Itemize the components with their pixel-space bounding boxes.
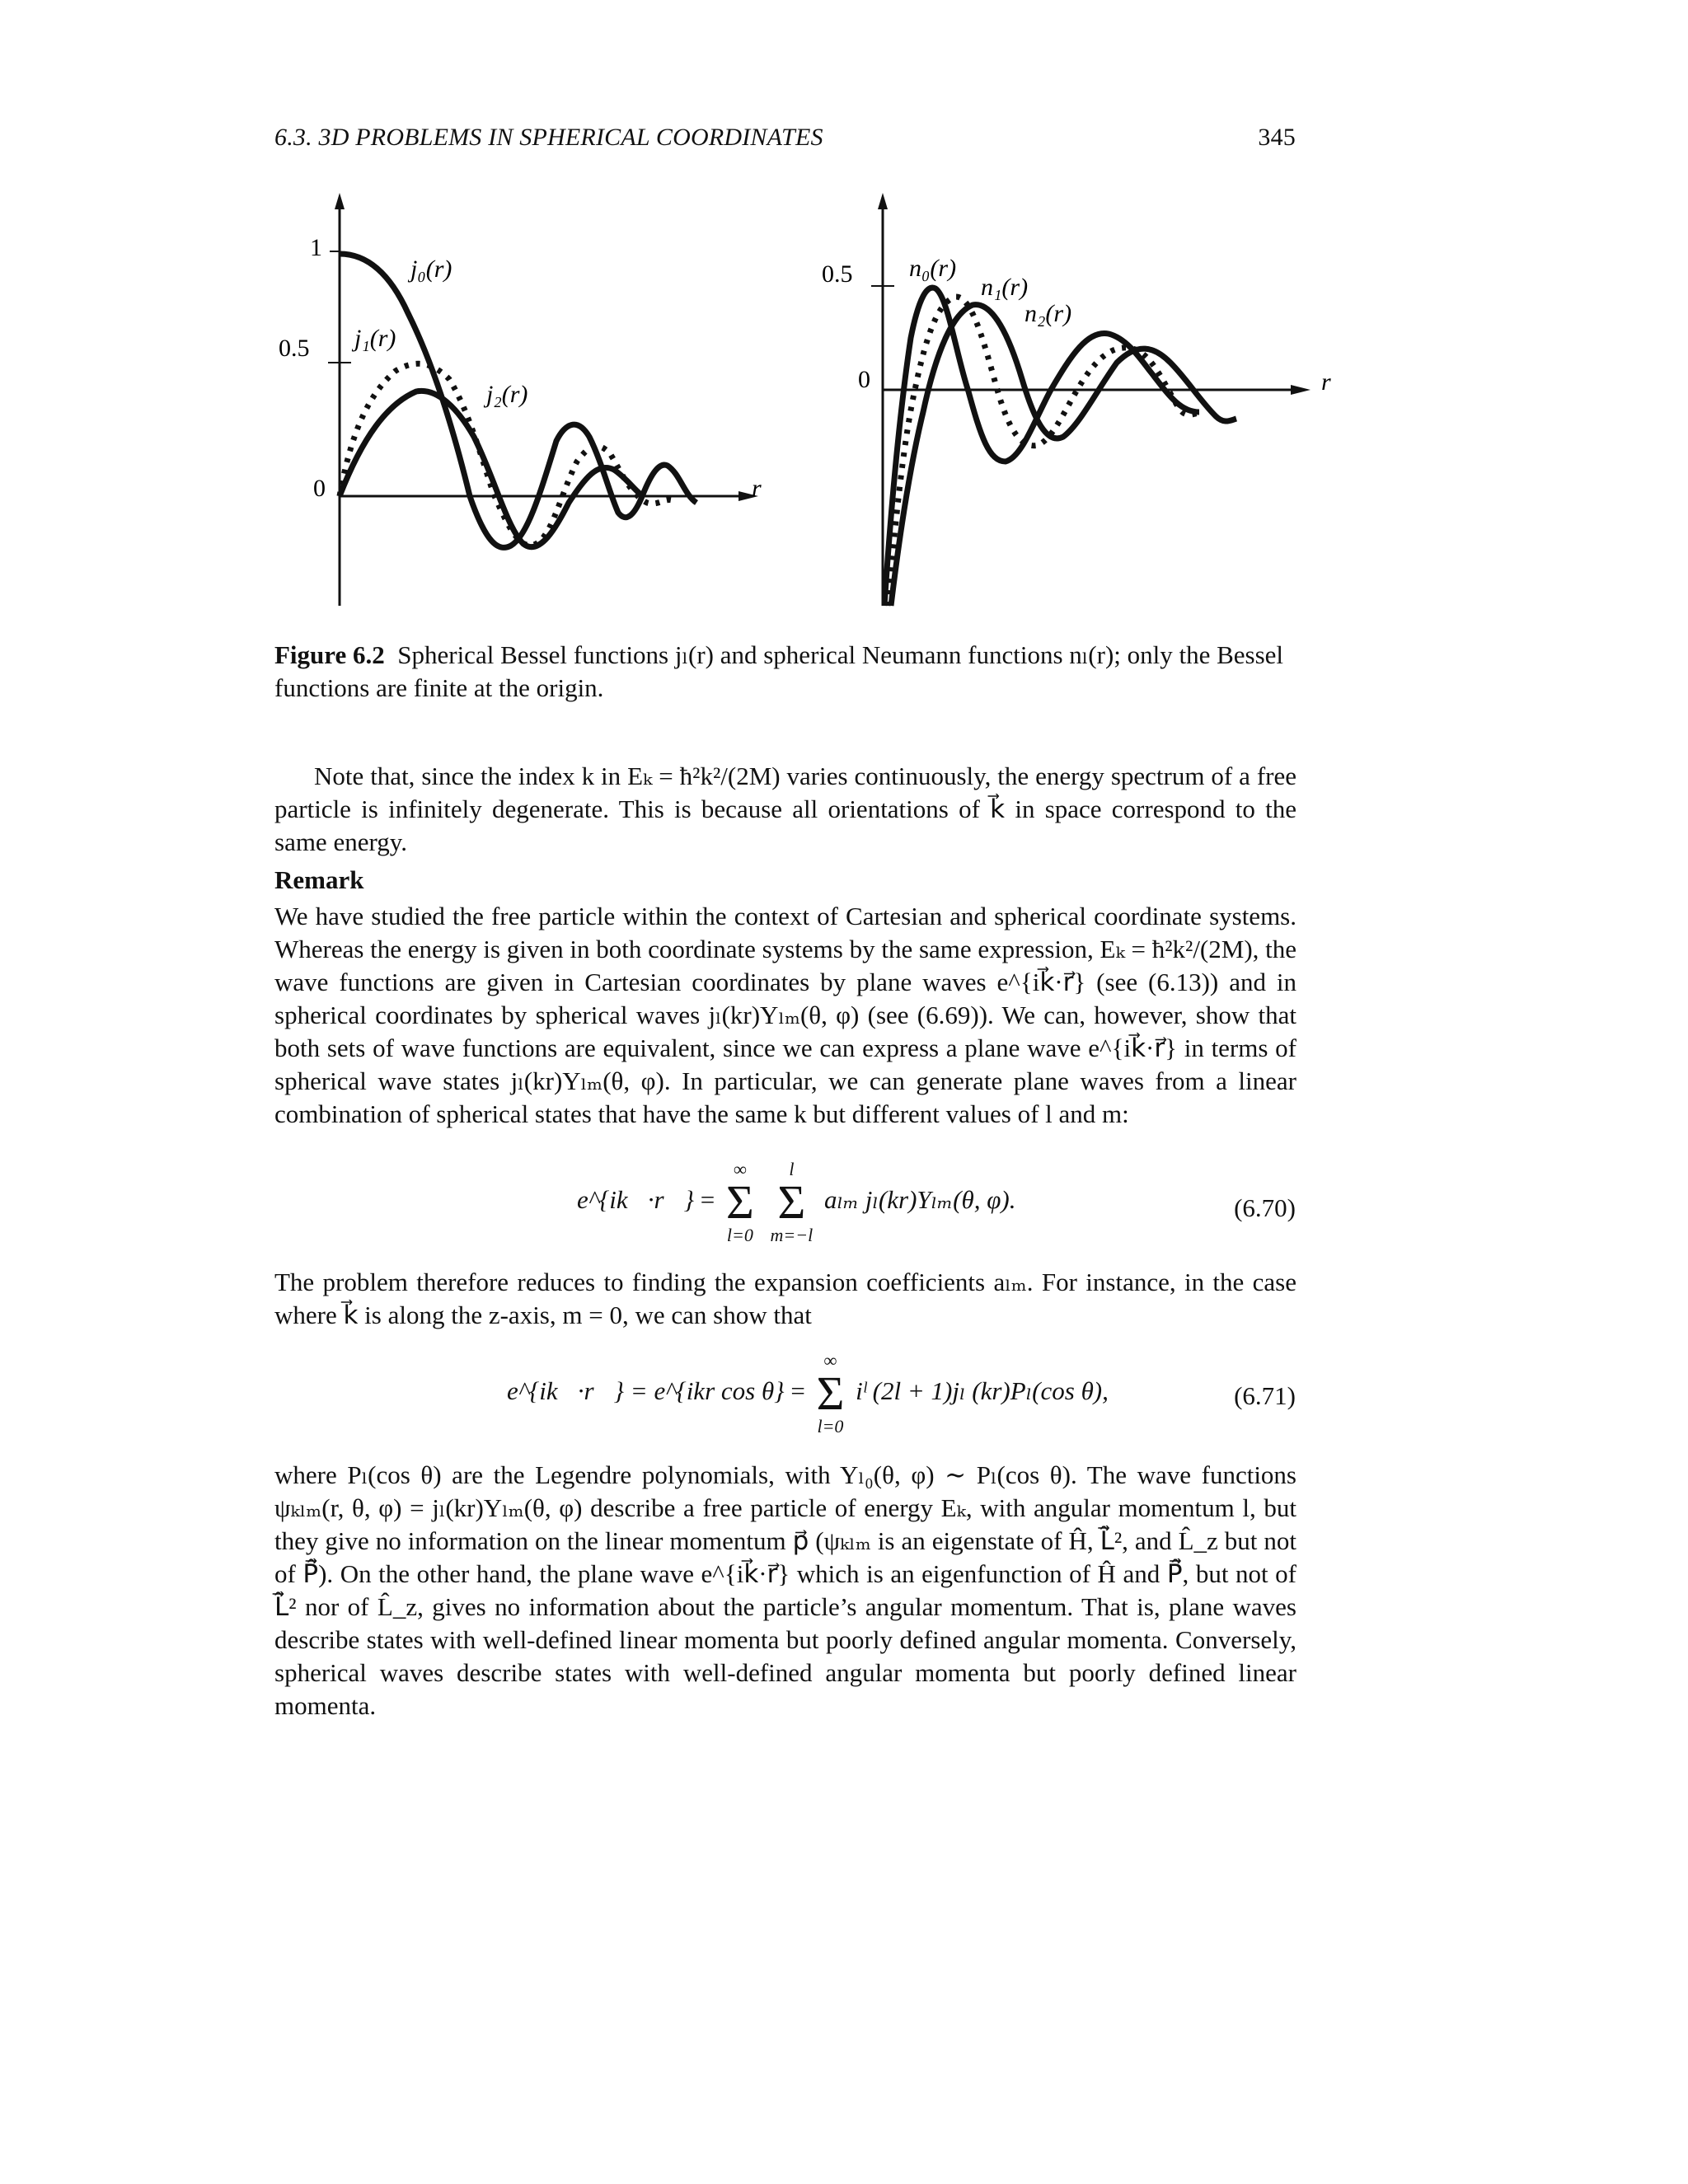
x-axis-label: r [752, 475, 762, 502]
curve-label-n0: n₀(r) [909, 255, 957, 282]
remark-heading: Remark [274, 865, 364, 894]
eq-body: iˡ (2l + 1)jₗ (kr)Pₗ(cos θ), [856, 1376, 1109, 1406]
eq-lhs: e^{ik⃗·r⃗} = e^{ikr cos θ} [507, 1376, 785, 1406]
x-axis-label: r [1321, 368, 1331, 396]
y-tick-label: 1 [310, 234, 322, 261]
figure-bessel [272, 190, 783, 618]
y-tick-label: 0.5 [822, 260, 853, 288]
curve-n2 [891, 305, 1236, 606]
curve-label-n2: n₂(r) [1025, 300, 1072, 327]
paragraph: The problem therefore reduces to finding the expansion coefficients aₗₘ. For instance, in the case where k⃗ is along the z-axis, m = 0, we can show that [274, 1268, 1296, 1329]
summation: ∞ Σ l=0 [726, 1159, 754, 1245]
summation: ∞ Σ l=0 [816, 1350, 845, 1436]
equation-number: (6.71) [1234, 1381, 1296, 1410]
figure-neumann [812, 190, 1356, 618]
bessel-plot [272, 190, 783, 618]
figure-caption [274, 639, 1296, 705]
curve-label-j0: j₀(r) [410, 255, 452, 283]
equation-6-71: e^{ik⃗·r⃗} = e^{ikr cos θ} = ∞ Σ l=0 iˡ (2l + 1)jₗ (kr)Pₗ(cos θ), [507, 1350, 1109, 1436]
page-number: 345 [1258, 124, 1296, 151]
curve-label-j1: j₁(r) [354, 325, 396, 352]
paragraph: We have studied the free particle within the context of Cartesian and spherical coordinate systems. Whereas the energy is given in both coordinate systems by the same expression, Eₖ = ħ²k²/(2M), the wave functions are given in Cartesian coordinates by plane waves e^{ik⃗·r⃗} (see (6.13)) and in spherical coordinates by spherical waves jₗ(kr)Yₗₘ(θ, φ) (see (6.69)). We can, however, show that both sets of wave functions are equivalent, since we can express a plane wave e^{ik⃗·r⃗} in terms of spherical wave states jₗ(kr)Yₗₘ(θ, φ). In particular, we can generate plane waves from a linear combination of spherical states that have the same k but different values of l and m: [274, 902, 1297, 1128]
y-tick-label: 0 [313, 475, 326, 502]
summation: l Σ m=−l [770, 1159, 814, 1245]
paragraph: Note that, since the index k in Eₖ = ħ²k²/(2M) varies continuously, the energy spectrum of a free particle is infinitely degenerate. This is because all orientations of k⃗ in space correspond to the same energy. [274, 762, 1296, 856]
equation-number: (6.70) [1234, 1193, 1296, 1222]
paragraph: where Pₗ(cos θ) are the Legendre polynomials, with Yₗ₀(θ, φ) ∼ Pₗ(cos θ). The wave functions ψₖₗₘ(r, θ, φ) = jₗ(kr)Yₗₘ(θ, φ) describe a free particle of energy Eₖ, with angular momentum l, but they give no information on the linear momentum p⃗ (ψₖₗₘ is an eigenstate of Ĥ, L̂⃗², and L̂_z but not of P̂⃗). On the other hand, the plane wave e^{ik⃗·r⃗} which is an eigenfunction of Ĥ and P̂⃗, but not of L̂⃗² nor of L̂_z, gives no information about the particle’s angular momentum. That is, plane waves describe states with well-defined linear momenta but poorly defined angular momenta. Conversely, spherical waves describe states with well-defined angular momenta but poorly defined linear momenta. [274, 1460, 1296, 1720]
eq-body: aₗₘ jₗ(kr)Yₗₘ(θ, φ). [824, 1185, 1016, 1215]
y-tick-label: 0 [858, 366, 870, 393]
running-header: 6.3. 3D PROBLEMS IN SPHERICAL COORDINATES [274, 124, 823, 151]
y-axis-arrow [335, 193, 345, 209]
y-tick-label: 0.5 [279, 335, 310, 362]
neumann-plot [812, 190, 1356, 618]
curve-n1 [888, 297, 1203, 606]
figure-label: Figure 6.2 [274, 640, 385, 669]
curve-n0 [884, 288, 1199, 606]
curve-label-n1: n₁(r) [981, 274, 1029, 301]
curve-label-j2: j₂(r) [486, 381, 528, 408]
caption-text: Spherical Bessel functions jₗ(r) and spherical Neumann functions nₗ(r); only the Bessel functions are finite at the origin. [274, 640, 1284, 702]
y-axis-arrow [878, 193, 888, 209]
curve-j2 [340, 391, 643, 546]
equation-6-70: e^{ik⃗·r⃗} = ∞ Σ l=0 l Σ m=−l aₗₘ jₗ(kr)Yₗₘ(θ, φ). [577, 1159, 1016, 1245]
x-axis-arrow [1291, 385, 1311, 395]
eq-lhs: e^{ik⃗·r⃗} [577, 1185, 695, 1215]
